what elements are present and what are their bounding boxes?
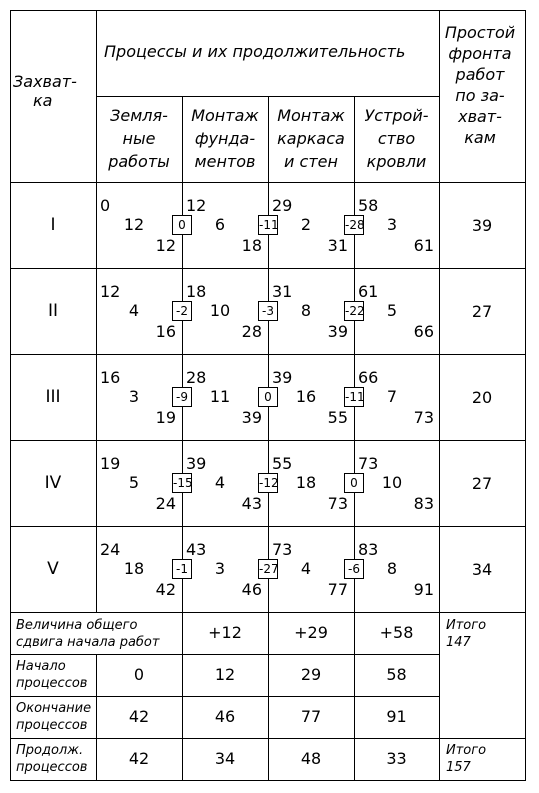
- zakhvatka-label: IV: [44, 473, 62, 493]
- cell-end: 83: [413, 494, 434, 513]
- idle-value: 27: [471, 302, 493, 321]
- cell-start: 19: [100, 454, 121, 473]
- cell-start: 29: [272, 196, 293, 215]
- cell-end: 31: [327, 236, 348, 255]
- cell-duration: 18: [295, 473, 317, 492]
- process-name-line: и стен: [284, 152, 338, 171]
- shift-box: 0: [172, 215, 192, 235]
- zakhvatka-label: III: [45, 387, 61, 407]
- cell-duration: 3: [214, 559, 226, 578]
- duration-total-line: 157: [446, 760, 471, 775]
- zakhvatka-label: I: [50, 215, 56, 235]
- start-label-line: Начало: [16, 659, 66, 674]
- process-name-line: Устрой-: [364, 106, 429, 125]
- start-value: 0: [133, 665, 145, 684]
- grid-line: [525, 10, 526, 781]
- cell-end: 61: [413, 236, 434, 255]
- duration-label: [16, 742, 87, 776]
- cell-end: 55: [327, 408, 348, 427]
- shift-total-value: +12: [208, 623, 242, 642]
- end-label-line: Окончание: [16, 701, 92, 716]
- cell-start: 39: [186, 454, 207, 473]
- shift-box: -28: [344, 215, 364, 235]
- end-value: 91: [386, 707, 407, 726]
- shift-box: 0: [344, 473, 364, 493]
- cell-end: 91: [413, 580, 434, 599]
- cell-duration: 7: [386, 387, 398, 406]
- cell-duration: 3: [128, 387, 140, 406]
- cell-start: 58: [358, 196, 379, 215]
- grid-line: [10, 354, 526, 355]
- grid-line: [10, 526, 526, 527]
- start-value: 12: [214, 665, 236, 684]
- duration-total-line: Итого: [446, 743, 487, 758]
- shift-box: -2: [172, 301, 192, 321]
- grid-line: [10, 268, 526, 269]
- end-label: [16, 700, 91, 734]
- cell-start: 66: [358, 368, 379, 387]
- grid-line: [10, 440, 526, 441]
- idle-value: 27: [471, 474, 493, 493]
- cell-duration: 2: [300, 215, 312, 234]
- duration-value: 42: [128, 749, 150, 768]
- cell-end: 46: [241, 580, 262, 599]
- process-name-line: Монтаж: [191, 106, 259, 125]
- duration-label-line: процессов: [16, 760, 88, 775]
- start-label-line: процессов: [16, 676, 88, 691]
- cell-duration: 4: [214, 473, 226, 492]
- cell-start: 55: [272, 454, 293, 473]
- idle-value: 39: [471, 216, 493, 235]
- cell-duration: 4: [300, 559, 312, 578]
- prostoi-header: Простой фронта работ по за- хват- кам: [444, 23, 516, 147]
- process-name-2: [182, 104, 268, 173]
- cell-start: 18: [186, 282, 207, 301]
- zakhvatka-header: Захват- ка: [13, 72, 77, 110]
- cell-start: 73: [358, 454, 379, 473]
- duration-value: 34: [214, 749, 236, 768]
- shift-box: -27: [258, 559, 278, 579]
- shift-total-value: +29: [294, 623, 328, 642]
- end-value: 46: [214, 707, 236, 726]
- process-name-line: Земля-: [110, 106, 168, 125]
- shift-box: -3: [258, 301, 278, 321]
- shift-total-value: +58: [379, 623, 414, 642]
- cell-duration: 3: [386, 215, 398, 234]
- idle-value: 20: [471, 388, 493, 407]
- cell-end: 73: [327, 494, 348, 513]
- end-value: 77: [300, 707, 322, 726]
- grid-line: [10, 696, 440, 697]
- cell-duration: 6: [214, 215, 226, 234]
- cell-start: 0: [100, 196, 111, 215]
- shift-box: -9: [172, 387, 192, 407]
- shift-box: -6: [344, 559, 364, 579]
- processes-title: Процессы и их продолжительность: [104, 42, 406, 61]
- cell-start: 12: [186, 196, 207, 215]
- shift-total-line: 147: [446, 635, 471, 650]
- cell-end: 18: [241, 236, 262, 255]
- grid-line: [10, 738, 526, 739]
- cell-end: 77: [327, 580, 348, 599]
- process-name-line: ство: [377, 129, 416, 148]
- shift-box: -11: [258, 215, 278, 235]
- cell-duration: 4: [128, 301, 140, 320]
- cell-start: 16: [100, 368, 121, 387]
- process-name-line: кровли: [366, 152, 427, 171]
- cell-start: 24: [100, 540, 121, 559]
- cell-end: 12: [155, 236, 176, 255]
- process-name-line: фунда-: [194, 129, 256, 148]
- cell-end: 16: [155, 322, 176, 341]
- cell-end: 43: [241, 494, 262, 513]
- process-name-1: [96, 104, 182, 173]
- start-label: [16, 658, 87, 692]
- cell-start: 73: [272, 540, 293, 559]
- shift-box: -1: [172, 559, 192, 579]
- shift-box: -12: [258, 473, 278, 493]
- idle-value: 34: [471, 560, 493, 579]
- cell-end: 39: [241, 408, 262, 427]
- grid-line: [10, 10, 526, 11]
- cell-duration: 12: [123, 215, 145, 234]
- cell-start: 83: [358, 540, 379, 559]
- cell-end: 66: [413, 322, 434, 341]
- grid-line: [10, 654, 440, 655]
- shift-label: [16, 617, 159, 651]
- cell-duration: 8: [300, 301, 312, 320]
- process-name-line: ные: [122, 129, 156, 148]
- cell-duration: 18: [123, 559, 145, 578]
- cell-duration: 10: [209, 301, 231, 320]
- shift-box: -15: [172, 473, 192, 493]
- cell-start: 31: [272, 282, 293, 301]
- shift-box: -11: [344, 387, 364, 407]
- cell-duration: 11: [209, 387, 231, 406]
- cell-duration: 8: [386, 559, 398, 578]
- shift-label-line: Величина общего: [16, 618, 138, 633]
- cell-end: 42: [155, 580, 176, 599]
- shift-box: -22: [344, 301, 364, 321]
- start-value: 58: [386, 665, 407, 684]
- shift-total-line: Итого: [446, 618, 487, 633]
- cell-start: 61: [358, 282, 379, 301]
- cell-end: 39: [327, 322, 348, 341]
- cell-end: 73: [413, 408, 434, 427]
- duration-value: 33: [386, 749, 407, 768]
- process-name-line: ментов: [194, 152, 256, 171]
- zakhvatka-label: II: [47, 301, 59, 321]
- cell-start: 12: [100, 282, 121, 301]
- cell-start: 43: [186, 540, 207, 559]
- grid-line: [10, 182, 526, 183]
- duration-total: [446, 742, 486, 776]
- cell-start: 28: [186, 368, 207, 387]
- cell-start: 39: [272, 368, 293, 387]
- shift-total: [446, 617, 486, 651]
- process-name-line: Монтаж: [277, 106, 345, 125]
- cell-duration: 5: [386, 301, 398, 320]
- duration-value: 48: [300, 749, 322, 768]
- shift-label-line: сдвига начала работ: [16, 635, 160, 650]
- start-value: 29: [300, 665, 322, 684]
- cell-duration: 5: [128, 473, 140, 492]
- end-label-line: процессов: [16, 718, 88, 733]
- cell-end: 19: [155, 408, 176, 427]
- grid-line: [96, 10, 97, 613]
- shift-box: 0: [258, 387, 278, 407]
- cell-end: 28: [241, 322, 262, 341]
- process-name-3: [268, 104, 354, 173]
- duration-label-line: Продолж.: [16, 743, 84, 758]
- cell-duration: 16: [295, 387, 317, 406]
- grid-line: [10, 612, 526, 613]
- process-name-line: каркаса: [277, 129, 345, 148]
- end-value: 42: [128, 707, 150, 726]
- cell-end: 24: [155, 494, 176, 513]
- cell-duration: 10: [381, 473, 403, 492]
- process-name-line: работы: [108, 152, 170, 171]
- process-name-4: [354, 104, 439, 173]
- zakhvatka-label: V: [47, 559, 59, 579]
